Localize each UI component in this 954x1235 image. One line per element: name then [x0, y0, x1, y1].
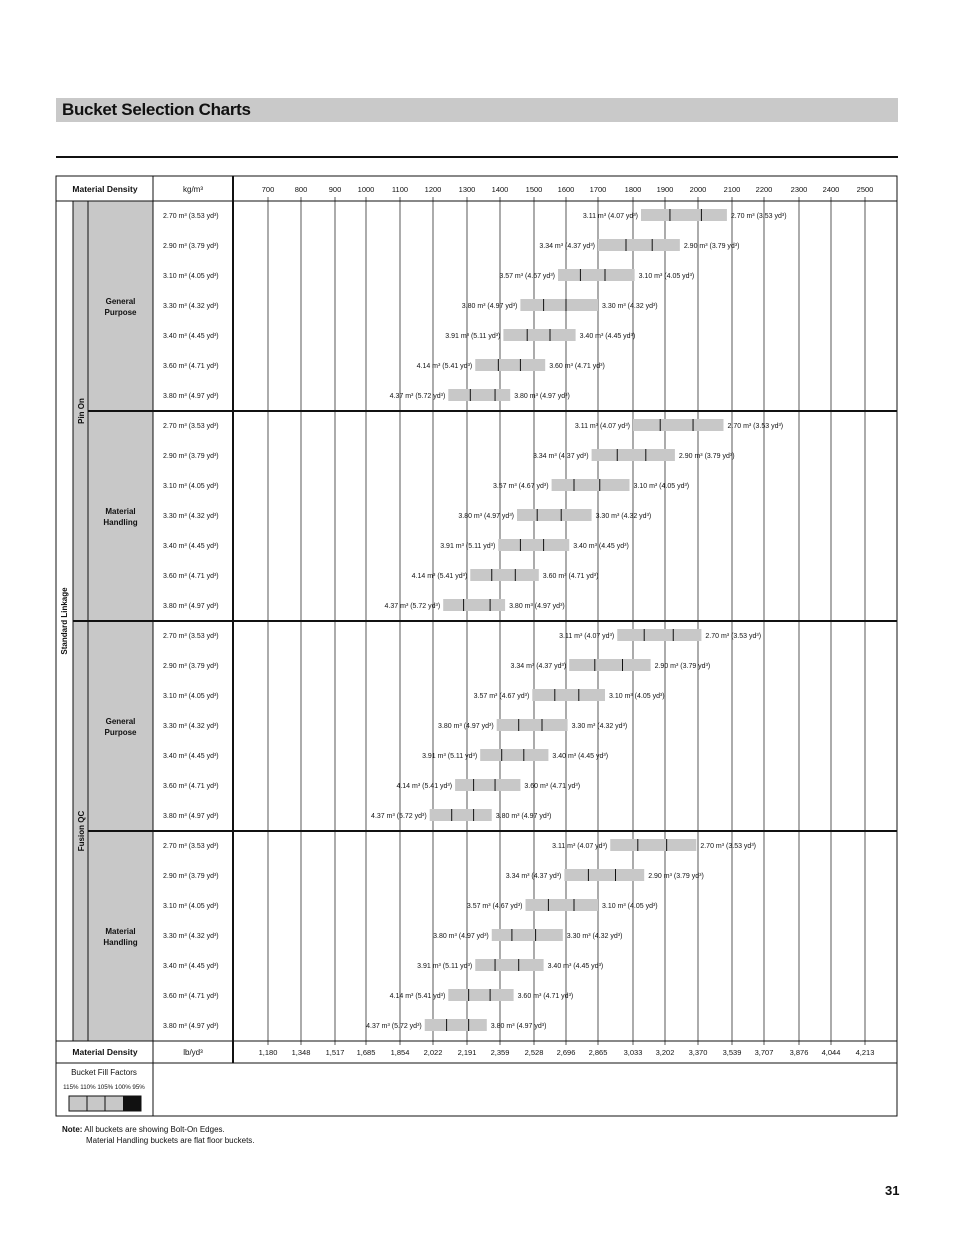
bucket-size-label: 3.40 m³ (4.45 yd³): [163, 963, 219, 970]
capacity-label-right: 3.40 m³ (4.45 yd³): [552, 753, 609, 760]
capacity-label-left: 3.34 m³ (4.37 yd³): [539, 243, 595, 250]
capacity-label-right: 3.40 m³ (4.45 yd³): [573, 543, 629, 550]
bucket-size-label: 2.70 m³ (3.53 yd³): [163, 423, 219, 430]
tick-label-kg: 2500: [856, 185, 874, 194]
capacity-label-right: 3.10 m³ (4.05 yd³): [638, 273, 695, 280]
capacity-label-left: 3.57 m³ (4.67 yd³): [466, 903, 523, 910]
capacity-label-left: 4.14 m³ (5.41 yd³): [416, 363, 473, 370]
fill-range-bar: [470, 569, 539, 581]
tick-label-kg: 1800: [624, 185, 642, 194]
bucket-size-label: 2.90 m³ (3.79 yd³): [163, 873, 219, 880]
capacity-label-left: 4.14 m³ (5.41 yd³): [396, 783, 453, 790]
note-line-2: Material Handling buckets are flat floor buckets.: [86, 1136, 255, 1145]
capacity-label-left: 3.91 m³ (5.11 yd³): [445, 333, 501, 340]
note-line-1: All buckets are showing Bolt-On Edges.: [84, 1125, 225, 1134]
bucket-size-label: 3.10 m³ (4.05 yd³): [163, 483, 219, 490]
bucket-size-label: 3.30 m³ (4.32 yd³): [163, 303, 219, 310]
capacity-label-left: 3.80 m³ (4.97 yd³): [458, 513, 514, 520]
capacity-label-left: 3.57 m³ (4.67 yd³): [473, 693, 530, 700]
fill-range-bar: [558, 269, 635, 281]
fill-range-bar: [526, 899, 599, 911]
fill-range-bar: [425, 1019, 487, 1031]
fill-range-bar: [448, 389, 510, 401]
bucket-size-label: 3.10 m³ (4.05 yd³): [163, 903, 219, 910]
tick-label-kg: 1200: [424, 185, 442, 194]
tick-label-kg: 1300: [458, 185, 476, 194]
linkage-label: Standard Linkage: [60, 587, 69, 655]
fill-range-bar: [492, 929, 563, 941]
capacity-label-left: 4.37 m³ (5.72 yd³): [371, 813, 427, 820]
group-name: General: [105, 297, 136, 306]
group-name: General: [105, 717, 136, 726]
fill-range-bar: [430, 809, 492, 821]
capacity-label-left: 3.11 m³ (4.07 yd³): [574, 423, 630, 430]
capacity-label-left: 3.91 m³ (5.11 yd³): [440, 543, 496, 550]
fill-range-bar: [592, 449, 675, 461]
capacity-label-right: 3.30 m³ (4.32 yd³): [602, 303, 658, 310]
capacity-label-right: 3.10 m³ (4.05 yd³): [609, 693, 665, 700]
group-name: Purpose: [104, 728, 137, 737]
tick-label-lb: 2,359: [490, 1048, 510, 1057]
bucket-size-label: 2.90 m³ (3.79 yd³): [163, 453, 219, 460]
capacity-label-right: 3.80 m³ (4.97 yd³): [490, 1023, 547, 1030]
bucket-size-label: 2.70 m³ (3.53 yd³): [163, 633, 219, 640]
capacity-label-left: 4.14 m³ (5.41 yd³): [411, 573, 468, 580]
note-label: Note:: [62, 1125, 83, 1134]
tick-label-lb: 1,685: [356, 1048, 376, 1057]
tick-label-lb: 2,696: [556, 1048, 576, 1057]
header-material-density: Material Density: [72, 184, 138, 194]
bucket-size-label: 2.90 m³ (3.79 yd³): [163, 243, 219, 250]
capacity-label-right: 3.60 m³ (4.71 yd³): [542, 573, 599, 580]
capacity-label-right: 3.60 m³ (4.71 yd³): [524, 783, 581, 790]
tick-label-lb: 3,876: [789, 1048, 809, 1057]
tick-label-kg: 2200: [755, 185, 773, 194]
fill-range-bar: [610, 839, 696, 851]
page-number: 31: [885, 1183, 900, 1198]
capacity-label-right: 3.80 m³ (4.97 yd³): [514, 393, 570, 400]
tick-label-kg: 1700: [589, 185, 607, 194]
bucket-size-label: 3.80 m³ (4.97 yd³): [163, 393, 219, 400]
footer-unit-lb: lb/yd³: [183, 1048, 203, 1057]
bucket-size-label: 3.80 m³ (4.97 yd³): [163, 1023, 219, 1030]
capacity-label-right: 3.80 m³ (4.97 yd³): [495, 813, 552, 820]
tick-label-lb: 2,865: [588, 1048, 608, 1057]
capacity-label-right: 3.10 m³ (4.05 yd³): [602, 903, 658, 910]
group-name: Material: [105, 927, 136, 936]
capacity-label-left: 3.34 m³ (4.37 yd³): [510, 663, 567, 670]
tick-label-lb: 3,370: [688, 1048, 708, 1057]
fill-range-bar: [520, 299, 598, 311]
tick-label-lb: 3,539: [722, 1048, 742, 1057]
capacity-label-right: 2.70 m³ (3.53 yd³): [730, 213, 787, 220]
capacity-label-left: 4.37 m³ (5.72 yd³): [389, 393, 446, 400]
capacity-label-left: 3.91 m³ (5.11 yd³): [417, 963, 473, 970]
fill-range-bar: [443, 599, 505, 611]
bucket-size-label: 2.70 m³ (3.53 yd³): [163, 843, 219, 850]
fill-range-bar: [641, 209, 727, 221]
capacity-label-right: 3.30 m³ (4.32 yd³): [595, 513, 652, 520]
tick-label-kg: 700: [261, 185, 275, 194]
capacity-label-right: 3.80 m³ (4.97 yd³): [509, 603, 565, 610]
bucket-size-label: 3.30 m³ (4.32 yd³): [163, 933, 219, 940]
capacity-label-left: 3.57 m³ (4.67 yd³): [492, 483, 549, 490]
capacity-label-left: 3.80 m³ (4.97 yd³): [433, 933, 489, 940]
tick-label-kg: 900: [328, 185, 342, 194]
bucket-size-label: 3.60 m³ (4.71 yd³): [163, 993, 219, 1000]
tick-label-lb: 1,180: [258, 1048, 278, 1057]
bucket-size-label: 3.80 m³ (4.97 yd³): [163, 603, 219, 610]
tick-label-kg: 2000: [689, 185, 707, 194]
capacity-label-left: 4.14 m³ (5.41 yd³): [389, 993, 446, 1000]
capacity-label-right: 2.90 m³ (3.79 yd³): [678, 453, 735, 460]
capacity-label-left: 3.34 m³ (4.37 yd³): [532, 453, 589, 460]
fill-range-bar: [552, 479, 630, 491]
fill-range-bar: [633, 419, 724, 431]
bucket-size-label: 3.80 m³ (4.97 yd³): [163, 813, 219, 820]
fill-range-bar: [498, 539, 569, 551]
fill-range-bar: [497, 719, 568, 731]
fill-range-bar: [480, 749, 548, 761]
capacity-label-right: 2.90 m³ (3.79 yd³): [683, 243, 740, 250]
capacity-label-left: 3.57 m³ (4.67 yd³): [499, 273, 555, 280]
capacity-label-right: 2.90 m³ (3.79 yd³): [648, 873, 704, 880]
capacity-label-left: 3.80 m³ (4.97 yd³): [438, 723, 494, 730]
fill-range-bar: [532, 689, 605, 701]
fill-range-bar: [475, 959, 543, 971]
header-unit-kg: kg/m³: [183, 185, 203, 194]
tick-label-lb: 3,033: [623, 1048, 643, 1057]
group-name: Material: [105, 507, 136, 516]
tick-label-kg: 1000: [357, 185, 375, 194]
capacity-label-left: 3.34 m³ (4.37 yd³): [505, 873, 562, 880]
capacity-label-right: 3.10 m³ (4.05 yd³): [633, 483, 690, 490]
footer-material-density: Material Density: [72, 1047, 138, 1057]
capacity-label-right: 3.40 m³ (4.45 yd³): [579, 333, 636, 340]
bucket-size-label: 3.30 m³ (4.32 yd³): [163, 513, 219, 520]
capacity-label-right: 3.30 m³ (4.32 yd³): [571, 723, 628, 730]
capacity-label-left: 4.37 m³ (5.72 yd³): [384, 603, 441, 610]
group-name: Handling: [103, 938, 138, 947]
tick-label-lb: 1,517: [325, 1048, 345, 1057]
fill-range-bar: [475, 359, 545, 371]
coupler-label: Fusion QC: [77, 810, 86, 852]
capacity-label-right: 3.60 m³ (4.71 yd³): [517, 993, 574, 1000]
group-name: Purpose: [104, 308, 137, 317]
tick-label-kg: 2400: [822, 185, 840, 194]
fill-range-bar: [455, 779, 520, 791]
tick-label-kg: 800: [294, 185, 308, 194]
fill-range-bar: [564, 869, 644, 881]
tick-label-kg: 1900: [656, 185, 674, 194]
tick-label-lb: 3,202: [655, 1048, 675, 1057]
tick-label-kg: 1500: [525, 185, 543, 194]
fill-range-bar: [598, 239, 680, 251]
bucket-size-label: 3.40 m³ (4.45 yd³): [163, 753, 219, 760]
tick-label-kg: 2100: [723, 185, 741, 194]
capacity-label-right: 3.40 m³ (4.45 yd³): [547, 963, 604, 970]
capacity-label-left: 3.11 m³ (4.07 yd³): [582, 213, 638, 220]
capacity-label-left: 3.11 m³ (4.07 yd³): [559, 633, 615, 640]
tick-label-lb: 2,022: [423, 1048, 443, 1057]
tick-label-lb: 2,191: [457, 1048, 477, 1057]
bucket-size-label: 3.10 m³ (4.05 yd³): [163, 273, 219, 280]
page-title: Bucket Selection Charts: [62, 100, 251, 119]
capacity-label-right: 2.90 m³ (3.79 yd³): [654, 663, 711, 670]
bucket-size-label: 2.90 m³ (3.79 yd³): [163, 663, 219, 670]
tick-label-lb: 4,213: [855, 1048, 875, 1057]
bucket-size-label: 3.60 m³ (4.71 yd³): [163, 783, 219, 790]
capacity-label-right: 2.70 m³ (3.53 yd³): [727, 423, 784, 430]
fill-range-bar: [448, 989, 513, 1001]
coupler-label: Pin On: [77, 398, 86, 424]
chart-frame: [56, 176, 897, 1116]
group-name: Handling: [103, 518, 138, 527]
bucket-size-label: 3.30 m³ (4.32 yd³): [163, 723, 219, 730]
bucket-size-label: 3.10 m³ (4.05 yd³): [163, 693, 219, 700]
tick-label-lb: 3,707: [754, 1048, 774, 1057]
capacity-label-right: 3.30 m³ (4.32 yd³): [566, 933, 623, 940]
tick-label-lb: 1,854: [390, 1048, 410, 1057]
capacity-label-right: 2.70 m³ (3.53 yd³): [705, 633, 762, 640]
fill-range-bar: [503, 329, 575, 341]
bucket-size-label: 3.60 m³ (4.71 yd³): [163, 363, 219, 370]
tick-label-lb: 1,348: [291, 1048, 311, 1057]
note-block: [62, 1124, 255, 1146]
bucket-size-label: 3.60 m³ (4.71 yd³): [163, 573, 219, 580]
fill-range-bar: [517, 509, 592, 521]
legend-title: Bucket Fill Factors: [71, 1068, 137, 1077]
fill-range-bar: [617, 629, 701, 641]
tick-label-kg: 1400: [491, 185, 509, 194]
fill-range-bar: [569, 659, 650, 671]
capacity-label-left: 3.11 m³ (4.07 yd³): [552, 843, 608, 850]
tick-label-kg: 1100: [391, 185, 409, 194]
capacity-label-right: 2.70 m³ (3.53 yd³): [700, 843, 756, 850]
capacity-label-left: 4.37 m³ (5.72 yd³): [366, 1023, 422, 1030]
tick-label-lb: 2,528: [524, 1048, 544, 1057]
bucket-size-label: 3.40 m³ (4.45 yd³): [163, 543, 219, 550]
capacity-label-left: 3.80 m³ (4.97 yd³): [461, 303, 518, 310]
bucket-size-label: 3.40 m³ (4.45 yd³): [163, 333, 219, 340]
tick-label-kg: 1600: [557, 185, 575, 194]
tick-label-lb: 4,044: [821, 1048, 841, 1057]
capacity-label-right: 3.60 m³ (4.71 yd³): [549, 363, 605, 370]
capacity-label-left: 3.91 m³ (5.11 yd³): [422, 753, 478, 760]
legend-percent-labels: 115% 110% 105% 100% 95%: [63, 1084, 145, 1091]
legend-bar-95: [123, 1096, 141, 1111]
bucket-size-label: 2.70 m³ (3.53 yd³): [163, 213, 219, 220]
tick-label-kg: 2300: [790, 185, 808, 194]
